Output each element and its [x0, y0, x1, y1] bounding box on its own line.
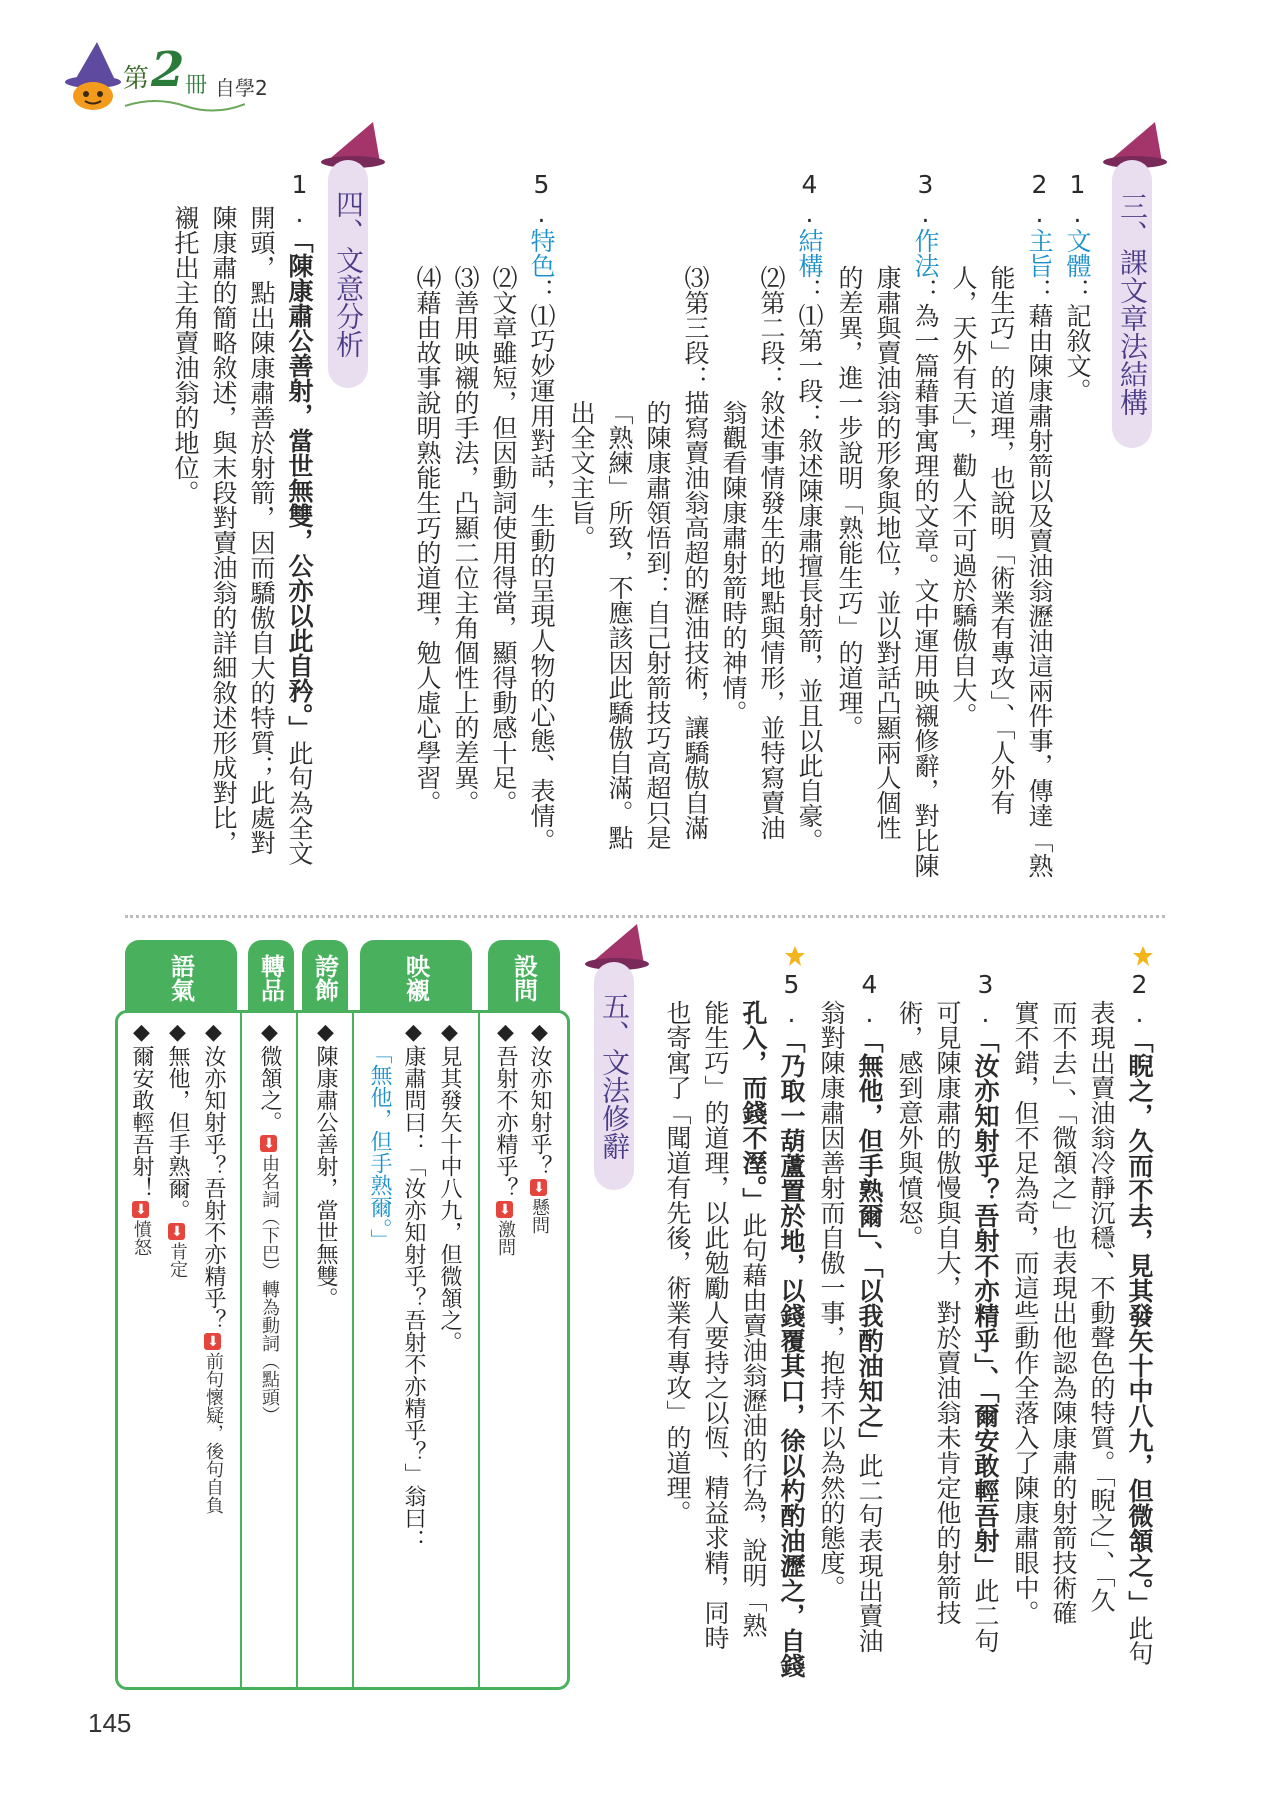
item-quote: 「乃取一葫蘆置於地，以錢覆其口，徐以杓酌油瀝之，自錢 — [777, 1028, 806, 1678]
table-separator — [296, 1012, 298, 1688]
volume-number: 2 — [151, 42, 185, 98]
arrow-down-icon: ⬇ — [205, 1333, 221, 1350]
item-text-cont: 出全文主旨。 — [567, 400, 596, 550]
volume-unit: 冊 — [185, 73, 208, 98]
item-number: 3. — [971, 970, 1000, 1028]
example-text: ◆微頷之。 — [257, 1020, 282, 1133]
arrow-down-icon: ⬇ — [133, 1201, 149, 1218]
example-text: ◆見其發矢十中八九，但微頷之。 — [437, 1020, 462, 1353]
item-text: ：記敘文。 — [1063, 278, 1092, 403]
section3-title: 三、課文章法結構 — [1112, 160, 1152, 448]
item-text: 此句為全文 — [285, 740, 314, 866]
example-note: 憤怒 — [131, 1220, 152, 1256]
item-text-cont: 襯托出主角賣油翁的地位。 — [171, 205, 200, 505]
example-note: 由名詞（下巴）轉為動詞（點頭） — [259, 1154, 280, 1424]
book-label: 第 — [123, 64, 150, 94]
item-quote-cont: 孔入，而錢不溼。」 — [739, 1000, 768, 1213]
table-separator — [240, 1012, 242, 1688]
item-text-cont: 康肅與賣油翁的形象與地位，並以對話凸顯兩人個性 — [873, 265, 902, 840]
item-text: 此二句表現出賣油 — [855, 1453, 884, 1653]
item-text: ：⑴巧妙運用對話，生動的呈現人物的心態、表情。 — [527, 278, 556, 853]
item-text-cont: 也寄寓了「聞道有先後，術業有專攻」的道理。 — [663, 1000, 692, 1525]
example-line — [252, 1020, 286, 1424]
table-separator — [478, 1012, 480, 1688]
item-quote: 「睨之，久而不去，見其發矢十中八九，但微頷之。」 — [1125, 1028, 1154, 1616]
item-number: 1. — [1063, 170, 1092, 228]
item-quote: 「陳康肅公善射，當世無雙，公亦以此自矜。」 — [285, 228, 314, 741]
section5-title: 五、文法修辭 — [594, 962, 634, 1190]
example-line — [124, 1020, 158, 1256]
example-text: ◆康肅問曰：「汝亦知射乎？吾射不亦精乎？」翁曰： — [401, 1020, 426, 1551]
item-text-cont: 翁觀看陳康肅射箭時的神情。 — [719, 400, 748, 725]
item-label: 文體 — [1063, 228, 1092, 278]
item-number: 2. — [1025, 170, 1054, 228]
arrow-down-icon: ⬇ — [169, 1223, 185, 1240]
example-note: 激問 — [495, 1220, 516, 1256]
table-separator — [352, 1012, 354, 1688]
tab-zhuanpin: 轉品 — [248, 940, 294, 1012]
item-quote: 「無他，但手熟爾」、「以我酌油知之」 — [855, 1028, 884, 1453]
page-number: 145 — [88, 1708, 132, 1738]
item-number: 4. — [855, 970, 884, 1028]
example-line — [160, 1020, 194, 1278]
item-text-cont: 人，天外有天」，勸人不可過於驕傲自大。 — [949, 265, 978, 728]
example-text: 「無他，但手熟爾。」 — [367, 1042, 392, 1251]
pumpkin-wizard-icon — [55, 40, 127, 110]
star-icon — [1132, 945, 1154, 967]
example-text: ◆無他，但手熟爾。 — [165, 1020, 190, 1221]
example-text: ◆汝亦知射乎？吾射不亦精乎？ — [201, 1020, 226, 1331]
item-text-cont: ⑶第三段：描寫賣油翁高超的瀝油技術，讓驕傲自滿 — [681, 265, 710, 840]
item-label: 結構 — [795, 228, 824, 278]
item-text-cont: ⑶善用映襯的手法，凸顯二位主角個性上的差異。 — [451, 265, 480, 815]
item-text-cont: ⑵文章雖短，但因動詞使用得當，顯得動感十足。 — [489, 265, 518, 815]
item-text-cont: 的陳康肅領悟到：自己射箭技巧高超只是 — [643, 400, 672, 850]
example-line — [488, 1020, 522, 1256]
example-text: ◆爾安敢輕吾射！ — [129, 1020, 154, 1199]
header-swirl-decoration — [125, 96, 245, 116]
example-line — [522, 1020, 556, 1234]
item-text-cont: 而不去」、「微頷之」也表現出他認為陳康肅的射箭技術確 — [1049, 1000, 1078, 1625]
example-line — [196, 1020, 230, 1514]
item-text-cont: 術，感到意外與憤怒。 — [895, 1000, 924, 1250]
item-text-cont: ⑵第二段：敘述事情發生的地點與情形，並特寫賣油 — [757, 265, 786, 840]
item-text: 此二句 — [971, 1578, 1000, 1653]
header — [55, 40, 315, 115]
tab-shewen: 設問 — [488, 940, 560, 1012]
item-text: 此句 — [1125, 1615, 1154, 1666]
tab-kuashi: 誇飾 — [302, 940, 348, 1012]
item-text-cont: 「熟練」所致，不應該因此驕傲自滿。點 — [605, 400, 634, 850]
tab-yuqi: 語氣 — [125, 940, 237, 1012]
item-text-cont: 實不錯，但不足為奇，而這些動作全落入了陳康肅眼中。 — [1011, 1000, 1040, 1625]
item-number: 1. — [285, 170, 314, 228]
item-label: 特色 — [527, 228, 556, 278]
tab-yingchen: 映襯 — [360, 940, 472, 1012]
item-text: 此句藉由賣油翁瀝油的行為，說明「熟 — [739, 1212, 768, 1638]
section4-title: 四、文意分析 — [328, 160, 368, 388]
item-text-cont: 能生巧」的道理，以此勉勵人要持之以恆、精益求精，同時 — [701, 1000, 730, 1650]
arrow-down-icon: ⬇ — [261, 1135, 277, 1152]
item-number: 2. — [1125, 970, 1154, 1028]
item-number: 5. — [527, 170, 556, 228]
item-text: ：藉由陳康肅射箭以及賣油翁瀝油這兩件事，傳達「熟 — [1025, 278, 1054, 878]
star-icon — [784, 945, 806, 967]
subject-label: 自學2 — [215, 76, 268, 100]
item-text: ：⑴第一段：敘述陳康肅擅長射箭，並且以此自豪。 — [795, 278, 824, 853]
item-text-cont: 能生巧」的道理，也說明「術業有專攻」、「人外有 — [987, 265, 1016, 815]
arrow-down-icon: ⬇ — [531, 1179, 547, 1196]
example-note: 前句懷疑，後句自負 — [203, 1352, 224, 1514]
item-number: 4. — [795, 170, 824, 228]
item-quote: 「汝亦知射乎？吾射不亦精乎」、「爾安敢輕吾射」 — [971, 1028, 1000, 1578]
item-text-cont: 表現出賣油翁冷靜沉穩、不動聲色的特質。「睨之」、「久 — [1087, 1000, 1116, 1613]
arrow-down-icon: ⬇ — [497, 1201, 513, 1218]
section-divider — [125, 915, 1165, 918]
example-text: ◆吾射不亦精乎？ — [493, 1020, 518, 1199]
item-label: 作法 — [911, 228, 940, 278]
item-number: 5. — [777, 970, 806, 1028]
example-note: 懸問 — [529, 1198, 550, 1234]
item-text-cont: 翁對陳康肅因善射而自傲一事，抱持不以為然的態度。 — [817, 1000, 846, 1600]
item-number: 3. — [911, 170, 940, 228]
example-note: 肯定 — [167, 1242, 188, 1278]
item-text-cont: 陳康肅的簡略敘述，與末段對賣油翁的詳細敘述形成對比， — [209, 205, 238, 855]
item-label: 主旨 — [1025, 228, 1054, 278]
example-text: ◆汝亦知射乎？ — [527, 1020, 552, 1177]
item-text-cont: 可見陳康肅的傲慢與自大，對於賣油翁未肯定他的射箭技 — [933, 1000, 962, 1625]
item-text: ：為一篇藉事寓理的文章。文中運用映襯修辭，對比陳 — [911, 278, 940, 878]
item-text-cont: 的差異，進一步說明「熟能生巧」的道理。 — [835, 265, 864, 740]
example-text: ◆陳康肅公善射，當世無雙。 — [313, 1020, 338, 1309]
item-text-cont: ⑷藉由故事說明熟能生巧的道理，勉人虛心學習。 — [413, 265, 442, 815]
item-text-cont: 開頭，點出陳康肅善於射箭，因而驕傲自大的特質；此處對 — [247, 205, 276, 855]
